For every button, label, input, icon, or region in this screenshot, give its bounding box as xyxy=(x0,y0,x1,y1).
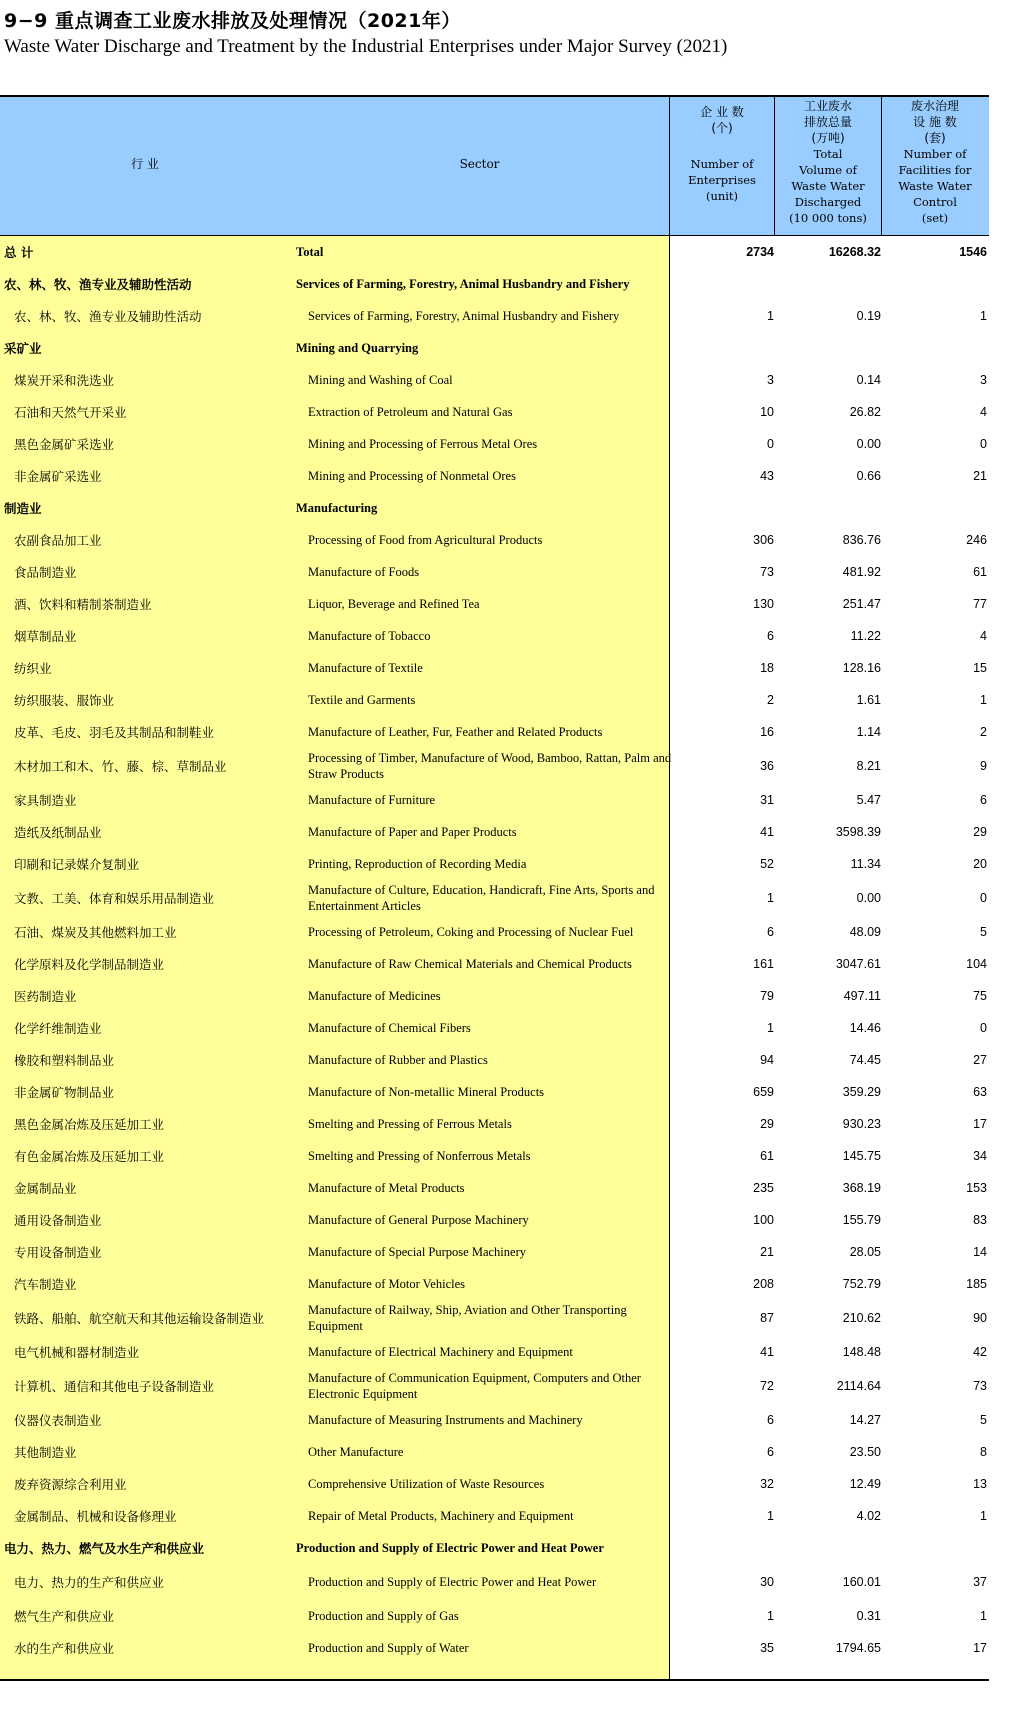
sector-name-cn: 橡胶和塑料制品业 xyxy=(14,1053,115,1068)
table-row xyxy=(0,268,989,300)
table-row xyxy=(0,784,989,816)
enterprises-count: 29 xyxy=(760,1117,774,1131)
enterprises-count xyxy=(669,1532,774,1564)
enterprises-count: 36 xyxy=(760,759,774,773)
table-row xyxy=(0,1368,989,1404)
sector-name-en: Manufacture of Leather, Fur, Feather and Related Products xyxy=(308,725,603,739)
table-bottom-rule xyxy=(0,1679,989,1681)
enterprises-count: 659 xyxy=(753,1085,774,1099)
sector-name-cn: 其他制造业 xyxy=(14,1445,77,1460)
enterprises-count: 94 xyxy=(760,1053,774,1067)
sector-name-cn: 黑色金属矿采选业 xyxy=(14,437,115,452)
sector-name-cn: 水的生产和供应业 xyxy=(14,1641,115,1656)
facilities-count: 4 xyxy=(980,629,987,643)
enterprises-count: 16 xyxy=(760,725,774,739)
sector-name-en: Manufacture of Non-metallic Mineral Products xyxy=(308,1085,545,1099)
facilities-count: 185 xyxy=(966,1277,987,1291)
table-row xyxy=(0,1204,989,1236)
waste-water-volume: 1.14 xyxy=(856,725,881,739)
facilities-count: 0 xyxy=(980,1021,987,1035)
enterprises-count: 87 xyxy=(760,1311,774,1325)
facilities-count: 37 xyxy=(973,1575,987,1589)
table-row xyxy=(0,492,989,524)
enterprises-count: 1 xyxy=(767,891,774,905)
waste-water-volume: 368.19 xyxy=(842,1181,881,1195)
sector-name-en: Mining and Washing of Coal xyxy=(308,373,453,387)
sector-name-cn: 电力、热力的生产和供应业 xyxy=(14,1575,165,1590)
sector-name-en: Services of Farming, Forestry, Animal Husbandry and Fishery xyxy=(296,277,630,291)
sector-name-en: Manufacture of Medicines xyxy=(308,989,441,1003)
table-row xyxy=(0,916,989,948)
sector-name-cn: 石油、煤炭及其他燃料加工业 xyxy=(14,925,177,940)
table-row xyxy=(0,236,989,268)
enterprises-count: 208 xyxy=(753,1277,774,1291)
header-facilities: 废水治理 设 施 数 (套) Number of Facilities for Waste Water Control (set) xyxy=(898,99,972,225)
waste-water-volume xyxy=(774,1532,881,1564)
table-row xyxy=(0,848,989,880)
facilities-count: 17 xyxy=(973,1641,987,1655)
table-row xyxy=(0,300,989,332)
table-row xyxy=(0,620,989,652)
enterprises-count: 35 xyxy=(760,1641,774,1655)
sector-name-cn: 仪器仪表制造业 xyxy=(14,1413,102,1428)
facilities-count: 5 xyxy=(980,925,987,939)
sector-name-en: Textile and Garments xyxy=(308,693,416,707)
waste-water-volume: 5.47 xyxy=(856,793,881,807)
table-row xyxy=(0,1532,989,1564)
enterprises-count: 41 xyxy=(760,1345,774,1359)
table-row xyxy=(0,1336,989,1368)
waste-water-volume: 0.00 xyxy=(856,437,881,451)
table-row xyxy=(0,1268,989,1300)
facilities-count: 61 xyxy=(973,565,987,579)
sector-name-cn: 食品制造业 xyxy=(14,565,77,580)
sector-name-cn: 石油和天然气开采业 xyxy=(14,405,127,420)
sector-name-cn: 金属制品业 xyxy=(14,1181,77,1196)
table-row xyxy=(0,948,989,980)
sector-name-en: Manufacture of Culture, Education, Handicraft, Fine Arts, Sports and Entertainment Articles xyxy=(308,883,655,913)
table-row xyxy=(0,880,989,916)
waste-water-volume: 481.92 xyxy=(842,565,881,579)
table-row xyxy=(0,748,989,784)
facilities-count: 34 xyxy=(973,1149,987,1163)
facilities-count xyxy=(881,268,987,300)
facilities-count xyxy=(881,1532,987,1564)
table-row xyxy=(0,588,989,620)
table-row xyxy=(0,1436,989,1468)
facilities-count: 0 xyxy=(980,437,987,451)
table-row xyxy=(0,1076,989,1108)
facilities-count: 2 xyxy=(980,725,987,739)
sector-name-en: Mining and Processing of Nonmetal Ores xyxy=(308,469,516,483)
waste-water-volume: 11.34 xyxy=(850,857,881,871)
enterprises-count: 161 xyxy=(753,957,774,971)
facilities-count: 153 xyxy=(966,1181,987,1195)
waste-water-volume: 8.21 xyxy=(856,759,881,773)
table-row xyxy=(0,428,989,460)
waste-water-volume: 2114.64 xyxy=(836,1379,881,1393)
waste-water-volume: 752.79 xyxy=(842,1277,881,1291)
enterprises-count: 6 xyxy=(767,1445,774,1459)
waste-water-volume: 16268.32 xyxy=(828,245,881,259)
header-sector-cn: 行 业 xyxy=(131,157,159,171)
waste-water-volume: 155.79 xyxy=(842,1213,881,1227)
sector-name-cn: 煤炭开采和洗选业 xyxy=(14,373,115,388)
facilities-count: 77 xyxy=(973,597,987,611)
facilities-count: 3 xyxy=(980,373,987,387)
facilities-count: 1 xyxy=(980,1609,987,1623)
facilities-count: 1 xyxy=(980,693,987,707)
waste-water-volume: 0.00 xyxy=(856,891,881,905)
sector-name-en: Production and Supply of Electric Power and Heat Power xyxy=(308,1575,597,1589)
sector-name-en: Production and Supply of Water xyxy=(308,1641,469,1655)
page-title-en: Waste Water Discharge and Treatment by the Industrial Enterprises under Major Survey (2021) xyxy=(4,36,728,57)
enterprises-count: 6 xyxy=(767,925,774,939)
enterprises-count: 31 xyxy=(760,793,774,807)
enterprises-count: 2 xyxy=(767,693,774,707)
table-row xyxy=(0,1564,989,1600)
waste-water-volume: 128.16 xyxy=(842,661,881,675)
sector-name-cn: 文教、工美、体育和娱乐用品制造业 xyxy=(14,891,215,906)
sector-name-en: Manufacture of Chemical Fibers xyxy=(308,1021,471,1035)
sector-name-en: Manufacture of Electrical Machinery and Equipment xyxy=(308,1345,573,1359)
waste-water-volume: 74.45 xyxy=(849,1053,881,1067)
facilities-count: 63 xyxy=(973,1085,987,1099)
table-row xyxy=(0,524,989,556)
facilities-count: 8 xyxy=(980,1445,987,1459)
facilities-count: 14 xyxy=(973,1245,987,1259)
enterprises-count: 2734 xyxy=(746,245,774,259)
waste-water-volume: 26.82 xyxy=(849,405,881,419)
facilities-count: 90 xyxy=(973,1311,987,1325)
facilities-count: 246 xyxy=(966,533,987,547)
enterprises-count: 100 xyxy=(753,1213,774,1227)
sector-name-cn: 计算机、通信和其他电子设备制造业 xyxy=(14,1379,215,1394)
facilities-count xyxy=(881,332,987,364)
sector-name-en: Manufacture of General Purpose Machinery xyxy=(308,1213,529,1227)
enterprises-count: 130 xyxy=(753,597,774,611)
facilities-count: 83 xyxy=(973,1213,987,1227)
sector-name-en: Manufacturing xyxy=(296,501,378,515)
sector-name-en: Manufacture of Communication Equipment, Computers and Other Electronic Equipment xyxy=(308,1371,641,1401)
sector-name-cn: 汽车制造业 xyxy=(14,1277,77,1292)
sector-name-en: Mining and Processing of Ferrous Metal Ores xyxy=(308,437,538,451)
enterprises-count: 52 xyxy=(760,857,774,871)
waste-water-volume: 3047.61 xyxy=(835,957,881,971)
sector-name-cn: 造纸及纸制品业 xyxy=(14,825,102,840)
waste-water-volume xyxy=(774,268,881,300)
table-row xyxy=(0,1500,989,1532)
sector-name-en: Manufacture of Motor Vehicles xyxy=(308,1277,466,1291)
waste-water-volume: 160.01 xyxy=(842,1575,881,1589)
enterprises-count: 6 xyxy=(767,1413,774,1427)
enterprises-count: 18 xyxy=(760,661,774,675)
header-sector-en: Sector xyxy=(459,157,500,171)
facilities-count: 9 xyxy=(980,759,987,773)
facilities-count: 73 xyxy=(973,1379,987,1393)
table-row xyxy=(0,1236,989,1268)
waste-water-volume: 930.23 xyxy=(842,1117,881,1131)
facilities-count: 29 xyxy=(973,825,987,839)
sector-name-cn: 金属制品、机械和设备修理业 xyxy=(14,1509,177,1524)
facilities-count: 21 xyxy=(973,469,987,483)
sector-name-cn: 化学原料及化学制品制造业 xyxy=(14,957,165,972)
waste-water-volume: 12.49 xyxy=(849,1477,881,1491)
sector-name-en: Comprehensive Utilization of Waste Resources xyxy=(308,1477,545,1491)
waste-water-volume: 0.19 xyxy=(856,309,881,323)
sector-name-cn: 医药制造业 xyxy=(14,989,77,1004)
facilities-count: 20 xyxy=(973,857,987,871)
waste-water-volume: 48.09 xyxy=(849,925,881,939)
sector-name-cn: 专用设备制造业 xyxy=(14,1245,102,1260)
waste-water-volume: 359.29 xyxy=(842,1085,881,1099)
enterprises-count: 72 xyxy=(760,1379,774,1393)
enterprises-count: 10 xyxy=(760,405,774,419)
enterprises-count: 21 xyxy=(760,1245,774,1259)
table-row xyxy=(0,1172,989,1204)
sector-name-cn: 木材加工和木、竹、藤、棕、草制品业 xyxy=(14,759,227,774)
facilities-count: 1 xyxy=(980,309,987,323)
enterprises-count: 41 xyxy=(760,825,774,839)
sector-name-cn: 燃气生产和供应业 xyxy=(14,1609,115,1624)
enterprises-count: 1 xyxy=(767,309,774,323)
sector-name-en: Smelting and Pressing of Ferrous Metals xyxy=(308,1117,512,1131)
sector-name-cn: 总 计 xyxy=(4,245,34,260)
table-row xyxy=(0,1300,989,1336)
facilities-count: 5 xyxy=(980,1413,987,1427)
table-row xyxy=(0,716,989,748)
waste-water-volume: 1.61 xyxy=(856,693,881,707)
sector-name-en: Services of Farming, Forestry, Animal Husbandry and Fishery xyxy=(308,309,620,323)
table-row xyxy=(0,1404,989,1436)
enterprises-count: 235 xyxy=(753,1181,774,1195)
table-row xyxy=(0,1108,989,1140)
facilities-count: 1 xyxy=(980,1509,987,1523)
sector-name-cn: 农、林、牧、渔专业及辅助性活动 xyxy=(14,309,202,324)
sector-name-cn: 黑色金属冶炼及压延加工业 xyxy=(14,1117,165,1132)
enterprises-count: 1 xyxy=(767,1021,774,1035)
sector-name-en: Other Manufacture xyxy=(308,1445,404,1459)
table-row xyxy=(0,1468,989,1500)
waste-water-volume: 497.11 xyxy=(843,989,881,1003)
sector-name-cn: 制造业 xyxy=(4,501,42,516)
sector-name-cn: 非金属矿物制品业 xyxy=(14,1085,115,1100)
sector-name-en: Manufacture of Railway, Ship, Aviation and Other Transporting Equipment xyxy=(308,1303,627,1333)
waste-water-volume: 14.27 xyxy=(849,1413,881,1427)
sector-name-cn: 废弃资源综合利用业 xyxy=(14,1477,127,1492)
sector-name-cn: 农、林、牧、渔专业及辅助性活动 xyxy=(4,277,192,292)
sector-name-en: Manufacture of Metal Products xyxy=(308,1181,465,1195)
waste-water-volume: 1794.65 xyxy=(835,1641,881,1655)
waste-water-volume: 23.50 xyxy=(849,1445,881,1459)
table-row xyxy=(0,332,989,364)
sector-name-en: Liquor, Beverage and Refined Tea xyxy=(308,597,480,611)
table-row xyxy=(0,1044,989,1076)
sector-name-en: Manufacture of Furniture xyxy=(308,793,436,807)
table-row xyxy=(0,652,989,684)
waste-water-volume: 4.02 xyxy=(856,1509,881,1523)
sector-name-en: Manufacture of Special Purpose Machinery xyxy=(308,1245,526,1259)
table-row xyxy=(0,1600,989,1632)
enterprises-count: 0 xyxy=(767,437,774,451)
sector-name-cn: 酒、饮料和精制茶制造业 xyxy=(14,597,152,612)
facilities-count xyxy=(881,492,987,524)
waste-water-volume: 0.66 xyxy=(856,469,881,483)
enterprises-count: 306 xyxy=(753,533,774,547)
sector-name-en: Processing of Food from Agricultural Products xyxy=(308,533,543,547)
sector-name-cn: 有色金属冶炼及压延加工业 xyxy=(14,1149,165,1164)
sector-name-en: Total xyxy=(296,245,324,259)
sector-name-en: Production and Supply of Electric Power and Heat Power xyxy=(296,1541,604,1555)
sector-name-en: Manufacture of Tobacco xyxy=(308,629,431,643)
waste-water-volume xyxy=(774,332,881,364)
enterprises-count: 79 xyxy=(760,989,774,1003)
waste-water-volume: 28.05 xyxy=(849,1245,881,1259)
waste-water-volume: 3598.39 xyxy=(835,825,881,839)
facilities-count: 6 xyxy=(980,793,987,807)
waste-water-volume: 0.14 xyxy=(856,373,881,387)
sector-name-en: Production and Supply of Gas xyxy=(308,1609,459,1623)
sector-name-en: Mining and Quarrying xyxy=(296,341,419,355)
facilities-count: 104 xyxy=(966,957,987,971)
enterprises-count: 1 xyxy=(767,1609,774,1623)
sector-name-cn: 农副食品加工业 xyxy=(14,533,102,548)
table-row xyxy=(0,1012,989,1044)
table-row xyxy=(0,1632,989,1664)
sector-name-en: Printing, Reproduction of Recording Media xyxy=(308,857,527,871)
waste-water-volume: 11.22 xyxy=(850,629,881,643)
sector-name-cn: 化学纤维制造业 xyxy=(14,1021,102,1036)
sector-name-en: Manufacture of Rubber and Plastics xyxy=(308,1053,488,1067)
sector-name-cn: 电力、热力、燃气及水生产和供应业 xyxy=(4,1541,205,1556)
table-row xyxy=(0,684,989,716)
sector-name-cn: 纺织业 xyxy=(14,661,52,676)
waste-water-volume: 0.31 xyxy=(856,1609,881,1623)
sector-name-cn: 印刷和记录媒介复制业 xyxy=(14,857,140,872)
enterprises-count: 30 xyxy=(760,1575,774,1589)
table-row xyxy=(0,460,989,492)
waste-water-volume: 210.62 xyxy=(842,1311,881,1325)
sector-name-cn: 铁路、船舶、航空航天和其他运输设备制造业 xyxy=(14,1311,265,1326)
table-top-rule xyxy=(0,95,989,97)
table-row xyxy=(0,556,989,588)
waste-water-volume: 14.46 xyxy=(849,1021,881,1035)
enterprises-count: 32 xyxy=(760,1477,774,1491)
sector-name-cn: 非金属矿采选业 xyxy=(14,469,102,484)
facilities-count: 15 xyxy=(973,661,987,675)
sector-name-en: Manufacture of Raw Chemical Materials and Chemical Products xyxy=(308,957,632,971)
enterprises-count: 3 xyxy=(767,373,774,387)
facilities-count: 13 xyxy=(973,1477,987,1491)
waste-water-volume: 836.76 xyxy=(842,533,881,547)
enterprises-count: 61 xyxy=(760,1149,774,1163)
sector-name-en: Repair of Metal Products, Machinery and Equipment xyxy=(308,1509,574,1523)
sector-name-en: Manufacture of Textile xyxy=(308,661,423,675)
sector-name-en: Manufacture of Paper and Paper Products xyxy=(308,825,517,839)
sector-name-en: Manufacture of Measuring Instruments and Machinery xyxy=(308,1413,583,1427)
table-row xyxy=(0,1140,989,1172)
facilities-count: 27 xyxy=(973,1053,987,1067)
sector-name-cn: 烟草制品业 xyxy=(14,629,77,644)
enterprises-count: 6 xyxy=(767,629,774,643)
enterprises-count xyxy=(669,332,774,364)
enterprises-count xyxy=(669,268,774,300)
table-row xyxy=(0,396,989,428)
sector-name-cn: 采矿业 xyxy=(4,341,42,356)
waste-water-volume: 251.47 xyxy=(842,597,881,611)
facilities-count: 42 xyxy=(973,1345,987,1359)
facilities-count: 1546 xyxy=(959,245,987,259)
sector-name-en: Manufacture of Foods xyxy=(308,565,420,579)
page-title-cn: 9−9 重点调查工业废水排放及处理情况（2021年） xyxy=(4,10,461,32)
sector-name-cn: 电气机械和器材制造业 xyxy=(14,1345,140,1360)
enterprises-count: 43 xyxy=(760,469,774,483)
sector-name-en: Smelting and Pressing of Nonferrous Metals xyxy=(308,1149,531,1163)
header-discharge-volume: 工业废水 排放总量 (万吨) Total Volume of Waste Water Discharged (10 000 tons) xyxy=(789,99,867,225)
facilities-count: 17 xyxy=(973,1117,987,1131)
sector-name-en: Processing of Petroleum, Coking and Processing of Nuclear Fuel xyxy=(308,925,634,939)
table-row xyxy=(0,364,989,396)
facilities-count: 4 xyxy=(980,405,987,419)
waste-water-volume: 148.48 xyxy=(842,1345,881,1359)
sector-name-cn: 纺织服装、服饰业 xyxy=(14,693,115,708)
enterprises-count: 1 xyxy=(767,1509,774,1523)
sector-name-cn: 皮革、毛皮、羽毛及其制品和制鞋业 xyxy=(14,725,215,740)
sector-name-en: Processing of Timber, Manufacture of Wood, Bamboo, Rattan, Palm and Straw Products xyxy=(308,751,672,781)
waste-water-volume xyxy=(774,492,881,524)
facilities-count: 0 xyxy=(980,891,987,905)
sector-name-cn: 家具制造业 xyxy=(14,793,77,808)
table-row xyxy=(0,980,989,1012)
facilities-count: 75 xyxy=(973,989,987,1003)
enterprises-count xyxy=(669,492,774,524)
sector-name-cn: 通用设备制造业 xyxy=(14,1213,102,1228)
header-enterprises: 企 业 数 (个) Number of Enterprises (unit) xyxy=(688,105,756,203)
sector-name-en: Extraction of Petroleum and Natural Gas xyxy=(308,405,513,419)
enterprises-count: 73 xyxy=(760,565,774,579)
waste-water-volume: 145.75 xyxy=(842,1149,881,1163)
table-row xyxy=(0,816,989,848)
